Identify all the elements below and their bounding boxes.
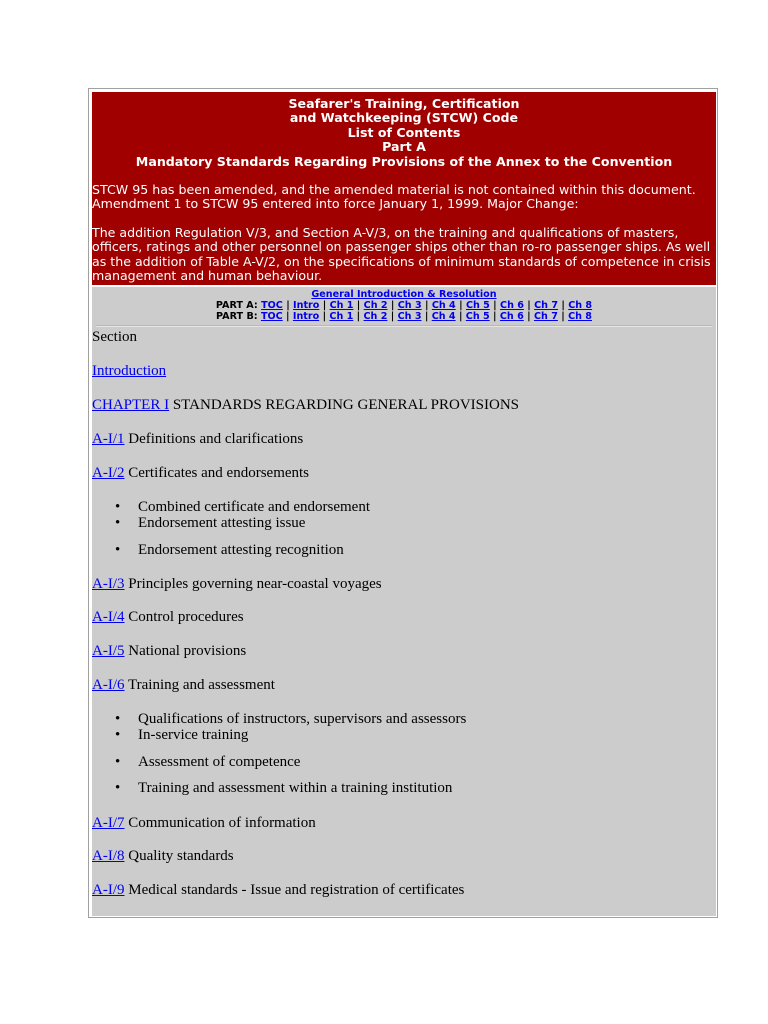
a-i-6-link[interactable]: A-I/6 [92, 677, 125, 693]
contents-panel [92, 287, 716, 916]
nav-separator: | [322, 311, 327, 322]
part-b-ch2-link[interactable]: Ch 2 [363, 311, 388, 322]
a-i-7-link[interactable]: A-I/7 [92, 815, 125, 831]
toc-entry-a-i-9 [92, 882, 464, 899]
nav-separator: | [424, 300, 429, 311]
part-a-ch1-link[interactable]: Ch 1 [329, 300, 354, 311]
part-a-ch6-link[interactable]: Ch 6 [500, 300, 524, 311]
introduction-entry [92, 363, 166, 380]
entry-title: Definitions and clarifications [128, 431, 304, 447]
nav-separator: | [390, 311, 395, 322]
part-a-intro-link[interactable]: Intro [293, 300, 320, 311]
section-label: Section [92, 329, 137, 345]
a-i-5-link[interactable]: A-I/5 [92, 643, 125, 659]
part-b-ch5-link[interactable]: Ch 5 [465, 311, 490, 322]
document-frame [88, 88, 718, 918]
nav-separator: | [459, 300, 463, 311]
divider [96, 325, 712, 327]
part-b-ch1-link[interactable]: Ch 1 [329, 311, 354, 322]
title-line: Mandatory Standards Regarding Provisions of the Annex to the Convention [135, 153, 673, 169]
toc-entry-a-i-2 [92, 465, 309, 482]
amendment-line-1: STCW 95 has been amended, and the amended material is not contained within this document. [92, 182, 696, 198]
part-b-ch4-link[interactable]: Ch 4 [431, 311, 456, 322]
title-line: and Watchkeeping (STCW) Code [289, 110, 519, 126]
nav-separator: | [527, 300, 531, 311]
entry-title: Communication of information [128, 815, 316, 831]
entry-title: Training and assessment [127, 677, 275, 693]
header-banner [92, 92, 716, 285]
part-b-ch7-link[interactable]: Ch 7 [533, 311, 558, 322]
nav-separator: | [493, 300, 497, 311]
major-change-text: The addition Regulation V/3, and Section A-V/3, on the training and qualifications of masters, officers, ratings and other personnel on passenger ships other than ro-ro passenger ships. As well as the addition of Table A-V/2, on the specifications of minimum standards of competence in crisis management and human behaviour. [92, 224, 711, 284]
toc-entry-a-i-4 [92, 609, 244, 626]
navigation-bar [92, 287, 716, 327]
part-a-ch2-link[interactable]: Ch 2 [363, 300, 388, 311]
part-b-ch6-link[interactable]: Ch 6 [499, 311, 524, 322]
a-i-3-link[interactable]: A-I/3 [92, 576, 125, 592]
part-b-toc-link[interactable]: TOC [260, 311, 283, 322]
part-b-ch8-link[interactable]: Ch 8 [568, 311, 592, 322]
chapter-title: STANDARDS REGARDING GENERAL PROVISIONS [172, 397, 520, 413]
part-b-label: PART B: [216, 311, 258, 322]
part-b-nav [92, 311, 716, 322]
nav-separator: | [527, 311, 531, 322]
list-item: • Endorsement attesting issue [138, 515, 305, 532]
part-a-ch7-link[interactable]: Ch 7 [534, 300, 559, 311]
list-item: • In-service training [138, 727, 248, 744]
chapter-1-link[interactable]: CHAPTER I [92, 397, 170, 413]
part-b-intro-link[interactable]: Intro [292, 311, 320, 322]
part-a-nav [92, 300, 716, 311]
entry-title: Quality standards [128, 848, 234, 864]
a-i-1-link[interactable]: A-I/1 [92, 431, 125, 447]
toc-entry-a-i-1 [92, 431, 303, 448]
page-title [92, 92, 716, 169]
list-item: • Training and assessment within a training institution [138, 780, 452, 797]
part-a-ch4-link[interactable]: Ch 4 [431, 300, 456, 311]
nav-separator: | [390, 300, 395, 311]
toc-entry-a-i-5 [92, 643, 246, 660]
entry-title: Principles governing near-coastal voyages [128, 576, 382, 592]
title-line: Seafarer's Training, Certification [288, 96, 520, 111]
nav-separator: | [561, 311, 565, 322]
nav-separator: | [286, 300, 290, 311]
amendment-note [92, 183, 716, 212]
toc-entry-a-i-8 [92, 848, 234, 865]
part-a-ch8-link[interactable]: Ch 8 [568, 300, 593, 311]
toc-entry-a-i-3 [92, 576, 382, 593]
a-i-9-link[interactable]: A-I/9 [92, 882, 125, 898]
nav-separator: | [322, 300, 327, 311]
nav-separator: | [424, 311, 429, 322]
nav-separator: | [356, 300, 361, 311]
part-a-label: PART A: [215, 300, 258, 311]
part-a-ch5-link[interactable]: Ch 5 [465, 300, 490, 311]
toc-entry-a-i-7 [92, 815, 316, 832]
a-i-8-link[interactable]: A-I/8 [92, 848, 125, 864]
chapter-entry [92, 397, 519, 414]
part-b-ch3-link[interactable]: Ch 3 [397, 311, 422, 322]
list-item: • Endorsement attesting recognition [138, 542, 344, 559]
nav-separator: | [458, 311, 463, 322]
title-line: List of Contents [347, 124, 461, 140]
part-a-ch3-link[interactable]: Ch 3 [397, 300, 422, 311]
general-introduction-link[interactable]: General Introduction & Resolution [311, 289, 497, 300]
list-item: • Combined certificate and endorsement [138, 499, 370, 516]
nav-separator: | [356, 311, 361, 322]
title-line: Part A [382, 139, 426, 155]
a-i-4-link[interactable]: A-I/4 [92, 609, 125, 625]
entry-title: Certificates and endorsements [128, 465, 310, 481]
nav-separator: | [493, 311, 497, 322]
amendment-line-2: Amendment 1 to STCW 95 entered into force January 1, 1999. Major Change: [92, 196, 579, 212]
toc-entry-a-i-6 [92, 677, 275, 694]
entry-title: National provisions [128, 643, 247, 659]
nav-separator: | [286, 311, 290, 322]
a-i-2-link[interactable]: A-I/2 [92, 465, 125, 481]
entry-title: Control procedures [128, 609, 244, 625]
nav-separator: | [561, 300, 565, 311]
introduction-link[interactable]: Introduction [92, 363, 167, 379]
list-item: • Assessment of competence [138, 754, 300, 771]
entry-title: Medical standards - Issue and registration of certificates [128, 882, 465, 898]
list-item: • Qualifications of instructors, supervisors and assessors [138, 711, 466, 728]
part-a-toc-link[interactable]: TOC [261, 300, 283, 311]
